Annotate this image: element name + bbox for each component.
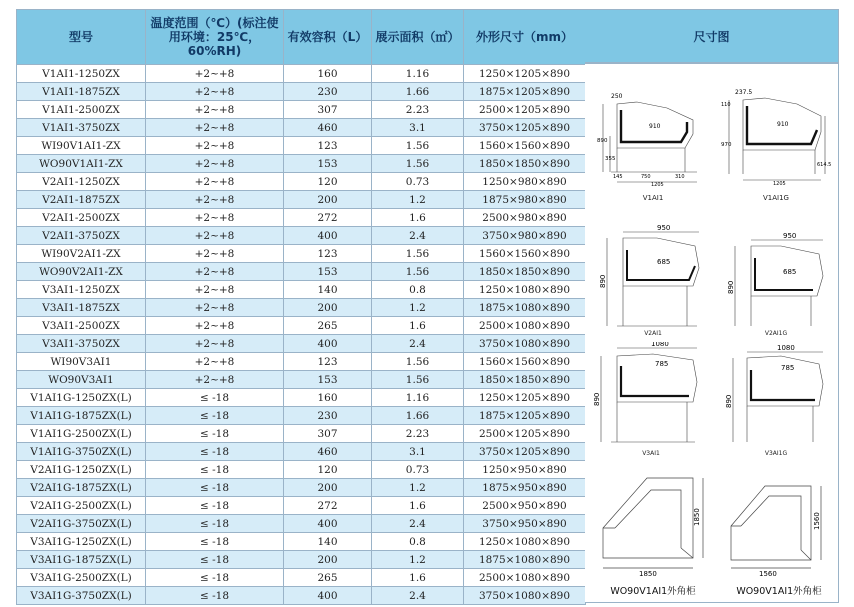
dim-height: 890: [597, 138, 608, 144]
header-drawing: 尺寸图: [585, 9, 839, 63]
cell-area: 1.6: [372, 497, 464, 515]
dim-height: 1850: [693, 508, 701, 526]
dim-depth: 910: [649, 123, 661, 130]
table-row: [17, 299, 586, 317]
table-row: [17, 137, 586, 155]
table-row: [17, 551, 586, 569]
cell-model: V2AI1-3750ZX: [17, 227, 146, 245]
dim-height: 890: [599, 274, 607, 288]
table-row: [17, 587, 586, 605]
cell-area: 0.8: [372, 281, 464, 299]
table-row: [17, 389, 586, 407]
cell-area: 1.2: [372, 299, 464, 317]
cell-size: 1250×950×890: [464, 461, 586, 479]
caption-wo-left: WO90V1AI1外角柜: [610, 586, 696, 597]
cell-model: WO90V1AI1-ZX: [17, 155, 146, 173]
cell-temp: ≤ -18: [146, 497, 284, 515]
cell-volume: 200: [284, 299, 372, 317]
cell-temp: ≤ -18: [146, 443, 284, 461]
cell-area: 2.4: [372, 515, 464, 533]
dim-side: 355: [605, 156, 616, 162]
dim-width: 1560: [759, 570, 777, 578]
table-row: [17, 515, 586, 533]
cell-model: V1AI1-1250ZX: [17, 65, 146, 83]
cell-size: 1875×1080×890: [464, 551, 586, 569]
table-row: [17, 155, 586, 173]
cell-model: WO90V3AI1: [17, 371, 146, 389]
cell-size: 3750×980×890: [464, 227, 586, 245]
cell-volume: 460: [284, 119, 372, 137]
table-row: [17, 227, 586, 245]
cell-volume: 123: [284, 137, 372, 155]
cell-model: V2AI1G-1875ZX(L): [17, 479, 146, 497]
cell-size: 1560×1560×890: [464, 137, 586, 155]
cell-temp: ≤ -18: [146, 515, 284, 533]
table-row: [17, 83, 586, 101]
caption-v2ai1: V2AI1: [644, 330, 662, 337]
cell-model: V3AI1G-1250ZX(L): [17, 533, 146, 551]
cell-volume: 120: [284, 461, 372, 479]
cell-area: 1.16: [372, 65, 464, 83]
header-area: 展示面积（㎡）: [372, 10, 464, 65]
cell-volume: 200: [284, 551, 372, 569]
cell-area: 1.16: [372, 389, 464, 407]
dim-width: 950: [657, 224, 671, 232]
cell-size: 3750×1205×890: [464, 119, 586, 137]
dim-top: 237.5: [735, 89, 753, 96]
cell-model: V2AI1-2500ZX: [17, 209, 146, 227]
dim-inner: 785: [781, 364, 795, 372]
cell-model: V3AI1G-1875ZX(L): [17, 551, 146, 569]
dim-inner: 685: [783, 268, 797, 276]
cell-model: V3AI1-2500ZX: [17, 317, 146, 335]
cell-model: V1AI1G-3750ZX(L): [17, 443, 146, 461]
cell-model: V2AI1G-2500ZX(L): [17, 497, 146, 515]
cell-volume: 200: [284, 191, 372, 209]
cell-area: 1.2: [372, 479, 464, 497]
cell-model: V3AI1-1875ZX: [17, 299, 146, 317]
header-row: [17, 10, 586, 65]
cell-model: V1AI1-3750ZX: [17, 119, 146, 137]
cell-volume: 160: [284, 389, 372, 407]
drawing-v3ai1: [593, 342, 709, 452]
header-size: 外形尺寸（mm）: [464, 10, 586, 65]
table-row: [17, 335, 586, 353]
drawing-panel: [585, 63, 839, 603]
caption-v3ai1g: V3AI1G: [764, 450, 788, 457]
table-body: [17, 65, 586, 605]
cell-size: 1875×1205×890: [464, 83, 586, 101]
cell-volume: 140: [284, 533, 372, 551]
cell-area: 3.1: [372, 443, 464, 461]
cell-model: V3AI1-3750ZX: [17, 335, 146, 353]
cell-temp: ≤ -18: [146, 569, 284, 587]
cell-volume: 400: [284, 335, 372, 353]
cell-temp: +2~+8: [146, 371, 284, 389]
cell-size: 3750×1080×890: [464, 587, 586, 605]
cell-area: 1.6: [372, 317, 464, 335]
cell-volume: 272: [284, 209, 372, 227]
cell-temp: ≤ -18: [146, 533, 284, 551]
cell-temp: +2~+8: [146, 83, 284, 101]
spec-table: [16, 9, 586, 605]
table-row: [17, 407, 586, 425]
table-row: [17, 101, 586, 119]
cell-size: 1250×1205×890: [464, 65, 586, 83]
cell-model: V3AI1-1250ZX: [17, 281, 146, 299]
cell-model: WI90V1AI1-ZX: [17, 137, 146, 155]
table-row: [17, 425, 586, 443]
dim-width: 950: [783, 232, 797, 240]
cell-size: 1850×1850×890: [464, 155, 586, 173]
cell-temp: ≤ -18: [146, 425, 284, 443]
cell-area: 1.6: [372, 569, 464, 587]
table-row: [17, 569, 586, 587]
header-model: 型号: [17, 10, 146, 65]
cell-temp: ≤ -18: [146, 551, 284, 569]
cell-area: 3.1: [372, 119, 464, 137]
cell-area: 1.2: [372, 191, 464, 209]
cell-temp: ≤ -18: [146, 407, 284, 425]
dim-base: 1205: [773, 181, 786, 186]
cell-size: 1875×950×890: [464, 479, 586, 497]
cell-size: 3750×1080×890: [464, 335, 586, 353]
cell-area: 1.56: [372, 137, 464, 155]
cell-model: WI90V3AI1: [17, 353, 146, 371]
cell-size: 1850×1850×890: [464, 263, 586, 281]
cell-volume: 153: [284, 155, 372, 173]
table-row: [17, 119, 586, 137]
cell-temp: ≤ -18: [146, 389, 284, 407]
cell-area: 1.56: [372, 155, 464, 173]
cell-volume: 307: [284, 101, 372, 119]
cell-volume: 160: [284, 65, 372, 83]
cell-temp: +2~+8: [146, 299, 284, 317]
dim-inner: 685: [657, 258, 671, 266]
cell-area: 1.56: [372, 371, 464, 389]
dim-height: 890: [593, 392, 601, 406]
cell-size: 1250×980×890: [464, 173, 586, 191]
cell-size: 1560×1560×890: [464, 353, 586, 371]
cell-model: WO90V2AI1-ZX: [17, 263, 146, 281]
cell-temp: ≤ -18: [146, 479, 284, 497]
cell-area: 2.4: [372, 227, 464, 245]
cell-area: 1.56: [372, 353, 464, 371]
cell-model: V3AI1G-2500ZX(L): [17, 569, 146, 587]
cell-temp: +2~+8: [146, 137, 284, 155]
cell-volume: 265: [284, 317, 372, 335]
cell-size: 2500×950×890: [464, 497, 586, 515]
table-row: [17, 173, 586, 191]
cell-temp: +2~+8: [146, 173, 284, 191]
cell-volume: 400: [284, 227, 372, 245]
cell-model: V2AI1-1250ZX: [17, 173, 146, 191]
table-row: [17, 353, 586, 371]
cell-volume: 153: [284, 371, 372, 389]
cell-area: 1.56: [372, 245, 464, 263]
table-row: [17, 317, 586, 335]
dim-base: 1205: [651, 182, 664, 186]
cell-volume: 460: [284, 443, 372, 461]
cell-volume: 120: [284, 173, 372, 191]
cell-size: 1875×980×890: [464, 191, 586, 209]
cell-model: V2AI1G-1250ZX(L): [17, 461, 146, 479]
table-row: [17, 479, 586, 497]
caption-v3ai1: V3AI1: [642, 450, 660, 457]
cell-volume: 200: [284, 479, 372, 497]
cell-size: 1250×1080×890: [464, 533, 586, 551]
dim-height: 970: [721, 142, 732, 148]
caption-v1ai1g: V1AI1G: [763, 194, 789, 202]
cell-size: 1250×1080×890: [464, 281, 586, 299]
cell-temp: +2~+8: [146, 353, 284, 371]
dim-b: 750: [641, 174, 651, 180]
cell-model: V1AI1-1875ZX: [17, 83, 146, 101]
table-row: [17, 533, 586, 551]
dim-width: 1080: [651, 342, 669, 348]
dim-a: 145: [613, 174, 623, 180]
header-volume: 有效容积（L）: [284, 10, 372, 65]
dim-height: 890: [727, 280, 735, 294]
table-row: [17, 461, 586, 479]
spec-sheet: [16, 9, 839, 603]
table-row: [17, 191, 586, 209]
cell-volume: 230: [284, 83, 372, 101]
table-row: [17, 245, 586, 263]
cell-size: 2500×980×890: [464, 209, 586, 227]
caption-v1ai1: V1AI1: [642, 194, 664, 202]
cell-volume: 400: [284, 587, 372, 605]
cell-area: 0.8: [372, 533, 464, 551]
cell-area: 1.56: [372, 263, 464, 281]
dim-height: 890: [725, 394, 733, 408]
cell-model: WI90V2AI1-ZX: [17, 245, 146, 263]
drawing-wo-right: [723, 474, 835, 578]
cell-area: 1.66: [372, 407, 464, 425]
cell-volume: 307: [284, 425, 372, 443]
cell-model: V1AI1G-1250ZX(L): [17, 389, 146, 407]
cell-temp: ≤ -18: [146, 587, 284, 605]
header-temp: 温度范围（℃）(标注使用环境：25℃，60%RH): [146, 10, 284, 65]
cell-area: 2.4: [372, 335, 464, 353]
cell-temp: +2~+8: [146, 209, 284, 227]
cell-model: V1AI1-2500ZX: [17, 101, 146, 119]
cell-area: 0.73: [372, 173, 464, 191]
cell-area: 2.23: [372, 425, 464, 443]
cell-volume: 140: [284, 281, 372, 299]
table-row: [17, 65, 586, 83]
cell-area: 1.2: [372, 551, 464, 569]
cell-temp: +2~+8: [146, 263, 284, 281]
cell-volume: 123: [284, 353, 372, 371]
dim-top: 250: [611, 93, 623, 100]
cell-area: 1.66: [372, 83, 464, 101]
cell-size: 1250×1205×890: [464, 389, 586, 407]
cell-volume: 123: [284, 245, 372, 263]
cell-size: 2500×1080×890: [464, 317, 586, 335]
table-row: [17, 371, 586, 389]
cell-area: 2.4: [372, 587, 464, 605]
cell-size: 3750×950×890: [464, 515, 586, 533]
cell-temp: +2~+8: [146, 245, 284, 263]
drawing-wo-left: [595, 468, 713, 576]
table-row: [17, 443, 586, 461]
cell-model: V2AI1-1875ZX: [17, 191, 146, 209]
cell-model: V3AI1G-3750ZX(L): [17, 587, 146, 605]
dim-inner: 785: [655, 360, 669, 368]
drawing-v3ai1g: [721, 342, 831, 452]
cell-volume: 153: [284, 263, 372, 281]
caption-v2ai1g: V2AI1G: [764, 330, 788, 337]
cell-area: 1.6: [372, 209, 464, 227]
cell-temp: +2~+8: [146, 101, 284, 119]
cell-temp: +2~+8: [146, 281, 284, 299]
cell-size: 3750×1205×890: [464, 443, 586, 461]
cell-area: 0.73: [372, 461, 464, 479]
cell-size: 1875×1205×890: [464, 407, 586, 425]
dim-small: 110: [721, 102, 731, 108]
cell-temp: +2~+8: [146, 191, 284, 209]
cell-model: V1AI1G-2500ZX(L): [17, 425, 146, 443]
drawing-v2ai1: [597, 224, 709, 334]
caption-wo-right: WO90V1AI1外角柜: [736, 586, 822, 597]
cell-model: V2AI1G-3750ZX(L): [17, 515, 146, 533]
cell-size: 2500×1205×890: [464, 101, 586, 119]
cell-temp: +2~+8: [146, 335, 284, 353]
cell-size: 2500×1205×890: [464, 425, 586, 443]
cell-temp: ≤ -18: [146, 461, 284, 479]
cell-temp: +2~+8: [146, 317, 284, 335]
cell-volume: 265: [284, 569, 372, 587]
cell-temp: +2~+8: [146, 119, 284, 137]
dim-height: 1560: [813, 512, 821, 530]
table-row: [17, 263, 586, 281]
drawing-v1ai1: [597, 86, 709, 186]
drawing-v1ai1g: [721, 86, 831, 186]
cell-temp: +2~+8: [146, 155, 284, 173]
cell-size: 1875×1080×890: [464, 299, 586, 317]
cell-volume: 272: [284, 497, 372, 515]
table-row: [17, 497, 586, 515]
cell-temp: +2~+8: [146, 65, 284, 83]
drawing-v2ai1g: [721, 224, 831, 334]
table-row: [17, 281, 586, 299]
cell-temp: +2~+8: [146, 227, 284, 245]
dim-height2: 614.5: [817, 162, 831, 168]
cell-size: 1850×1850×890: [464, 371, 586, 389]
cell-volume: 400: [284, 515, 372, 533]
dim-width: 1850: [639, 570, 657, 576]
cell-area: 2.23: [372, 101, 464, 119]
cell-size: 1560×1560×890: [464, 245, 586, 263]
cell-model: V1AI1G-1875ZX(L): [17, 407, 146, 425]
cell-volume: 230: [284, 407, 372, 425]
dim-depth: 910: [777, 121, 789, 128]
table-row: [17, 209, 586, 227]
dim-c: 310: [675, 174, 685, 180]
dim-width: 1080: [777, 344, 795, 352]
cell-size: 2500×1080×890: [464, 569, 586, 587]
